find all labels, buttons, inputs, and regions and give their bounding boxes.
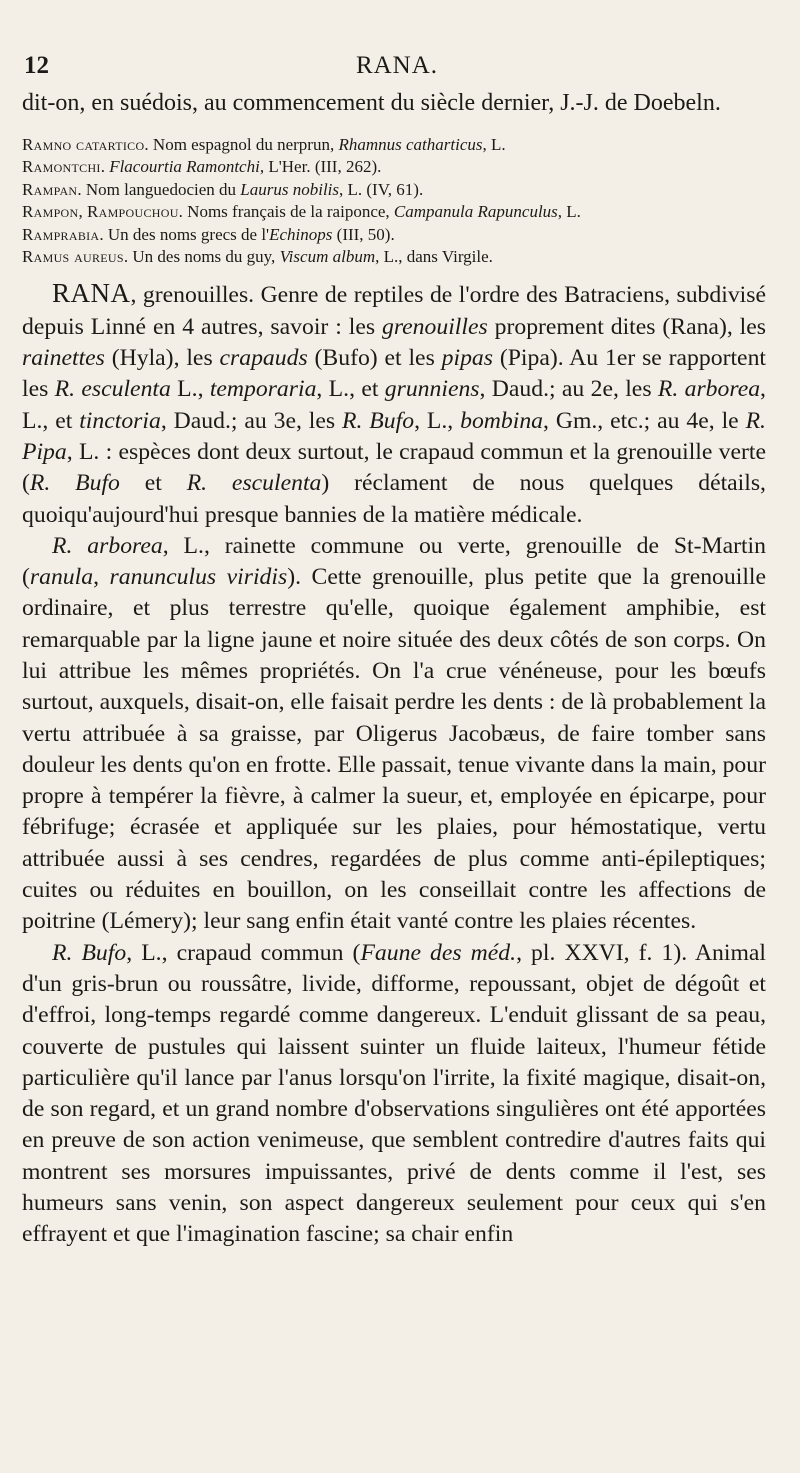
- entry-list: [22, 134, 766, 268]
- text-run: , Daud.; au 2e, les: [479, 376, 658, 403]
- entry-latin-name: Echinops: [269, 224, 333, 244]
- italic-term: R. Bufo: [29, 470, 120, 497]
- entry-headword: Ramprabia: [22, 224, 100, 244]
- intro-paragraph: dit-on, en suédois, au commencement du siècle dernier, J.-J. de Doebeln.: [22, 90, 721, 116]
- page-header: [24, 52, 770, 88]
- entry-latin-name: Viscum album: [279, 247, 376, 267]
- italic-term: R. arborea: [657, 376, 761, 403]
- italic-term: ranula: [29, 564, 94, 591]
- italic-term: rainettes: [22, 345, 105, 372]
- rana-paragraph: [22, 278, 766, 530]
- text-run: L.,: [170, 376, 210, 403]
- text-run: , grenouilles. Genre de reptiles de l'ordre des Batraciens, subdivisé depuis Linné en 4 autres, savoir : les: [22, 282, 766, 340]
- entry-headword-secondary: Rampouchou: [86, 202, 179, 222]
- entry-tail: , L.: [557, 202, 581, 222]
- italic-term: Faune des méd.: [360, 939, 517, 966]
- italic-term: bombina: [460, 407, 544, 434]
- italic-term: R. Bufo: [52, 939, 127, 966]
- entry-text: . Nom languedocien du: [77, 179, 241, 199]
- entry-ramus-aureus: [22, 246, 766, 268]
- entry-ramontchi: [22, 156, 766, 178]
- article-headword: RANA: [52, 278, 131, 309]
- entry-tail: , L'Her. (III, 262).: [259, 157, 382, 177]
- italic-term: R. Bufo: [342, 407, 415, 434]
- entry-latin-name: Rhamnus catharticus: [338, 135, 483, 154]
- entry-text: ,: [78, 202, 87, 222]
- text-run: , L., crapaud commun (: [126, 939, 361, 966]
- entry-text: . Un des noms du guy,: [123, 247, 280, 267]
- italic-term: temporaria: [209, 376, 317, 403]
- text-run: , L., et: [316, 376, 385, 403]
- text-run: , L., et: [22, 376, 766, 434]
- italic-term: R. esculenta: [54, 376, 171, 403]
- entry-headword: Rampan: [22, 179, 78, 199]
- entry-headword: Ramus aureus: [22, 247, 124, 267]
- running-head: RANA.: [355, 52, 439, 79]
- italic-term: R. arborea: [52, 532, 163, 559]
- text-run: (Pipa). Au 1er se rapportent les: [22, 345, 766, 403]
- text-run: proprement dites (Rana), les: [487, 313, 766, 340]
- italic-term: tinctoria: [79, 407, 161, 434]
- text-run: , Gm., etc.; au 4e, le: [543, 407, 746, 434]
- text-run: , pl. XXVI, f. 1). Animal d'un gris-brun ou roussâtre, livide, difforme, repoussant, objet de dégoût et d'effroi, long-temps regardé comme dangereux. L'enduit glissant de sa peau, couverte de pustules qui laissent suinter un fluide laiteux, l'humeur fétide particulière qu'il lance par l'anus lorsqu'on l'irrite, la fixité magique, disait-on, de son regard, et un grand nombre d'observations singulières ont été apportées en preuve de son action venimeuse, que semblent contredire d'autres faits qui montrent ses morsures impuissantes, privé de dents comme il l'est, ses humeurs sans venin, son aspect dangereux seulement pour ceux qui s'en effrayent et que l'imagination fascine; sa chair enfin: [22, 939, 766, 1248]
- page-body: [22, 88, 766, 1251]
- entry-headword: Ramno catartico: [22, 135, 145, 154]
- entry-headword: Ramontchi: [22, 157, 101, 177]
- italic-term: grenouilles: [381, 313, 488, 340]
- italic-term: pipas: [441, 345, 493, 372]
- text-run: , L. : espèces dont deux surtout, le crapaud commun et la grenouille verte (: [22, 438, 766, 497]
- text-run: ,: [93, 564, 110, 591]
- entry-headword: Rampon: [22, 202, 79, 222]
- entry-latin-name: Flacourtia Ramontchi: [109, 157, 260, 177]
- entry-tail: , L., dans Virgile.: [375, 247, 493, 267]
- text-run: (Hyla), les: [104, 345, 220, 372]
- text-run: , L., rainette commune ou verte, grenouille de St-Martin (: [22, 532, 766, 591]
- entry-ramno-catartico: [22, 134, 766, 156]
- italic-term: R. Pipa: [22, 407, 766, 465]
- text-run: ) réclament de nous quelques détails, quoiqu'aujourd'hui presque bannies de la matière médicale.: [22, 470, 766, 528]
- italic-term: grunniens: [384, 376, 480, 403]
- entry-tail: , L.: [482, 135, 506, 154]
- bufo-paragraph: [22, 938, 766, 1251]
- entry-rampon: [22, 201, 766, 223]
- entry-text: . Un des noms grecs de l': [99, 224, 270, 244]
- entry-latin-name: Laurus nobilis: [240, 179, 340, 199]
- text-run: ). Cette grenouille, plus petite que la grenouille ordinaire, et plus terrestre qu'elle, quoique également amphibie, est remarquable par la ligne jaune et noire située des deux côtés de son corps. On lui attribue les mêmes propriétés. On l'a crue vénéneuse, pour les bœufs surtout, auxquels, disait-on, elle faisait perdre les dents : de là probablement la vertu attribuée à sa graisse, par Oligerus Jacobæus, de faire tomber sans douleur les dents qu'on en frotte. Elle passait, tenue vivante dans la main, pour propre à tempérer la fièvre, à calmer la sueur, et, employée en épicarpe, pour fébrifuge; écrasée et appliquée sur les plaies, pour hémostatique, vertu attribuée aussi à ses cendres, regardées de plus comme anti-épileptiques; cuites ou réduites en bouillon, on les conseillait contre les affections de poitrine (Lémery); leur sang enfin était vanté contre les plaies récentes.: [22, 564, 767, 935]
- page-number: 12: [24, 52, 49, 79]
- italic-term: ranunculus viridis: [109, 564, 288, 591]
- entry-text: .: [100, 157, 110, 177]
- entry-text: . Nom espagnol du nerprun,: [144, 135, 339, 154]
- entry-rampan: [22, 179, 766, 201]
- text-run: , L.,: [414, 407, 461, 434]
- italic-term: crapauds: [219, 345, 308, 372]
- text-run: et: [119, 470, 187, 497]
- entry-tail: (III, 50).: [332, 224, 395, 244]
- italic-term: R. esculenta: [186, 470, 322, 497]
- arborea-paragraph: [22, 531, 766, 938]
- entry-text: . Noms français de la raiponce,: [178, 202, 394, 222]
- entry-ramprabia: [22, 224, 766, 246]
- text-run: (Bufo) et les: [307, 345, 442, 372]
- entry-latin-name: Campanula Rapunculus: [393, 202, 558, 222]
- entry-tail: , L. (IV, 61).: [339, 179, 424, 199]
- text-run: , Daud.; au 3e, les: [160, 407, 343, 434]
